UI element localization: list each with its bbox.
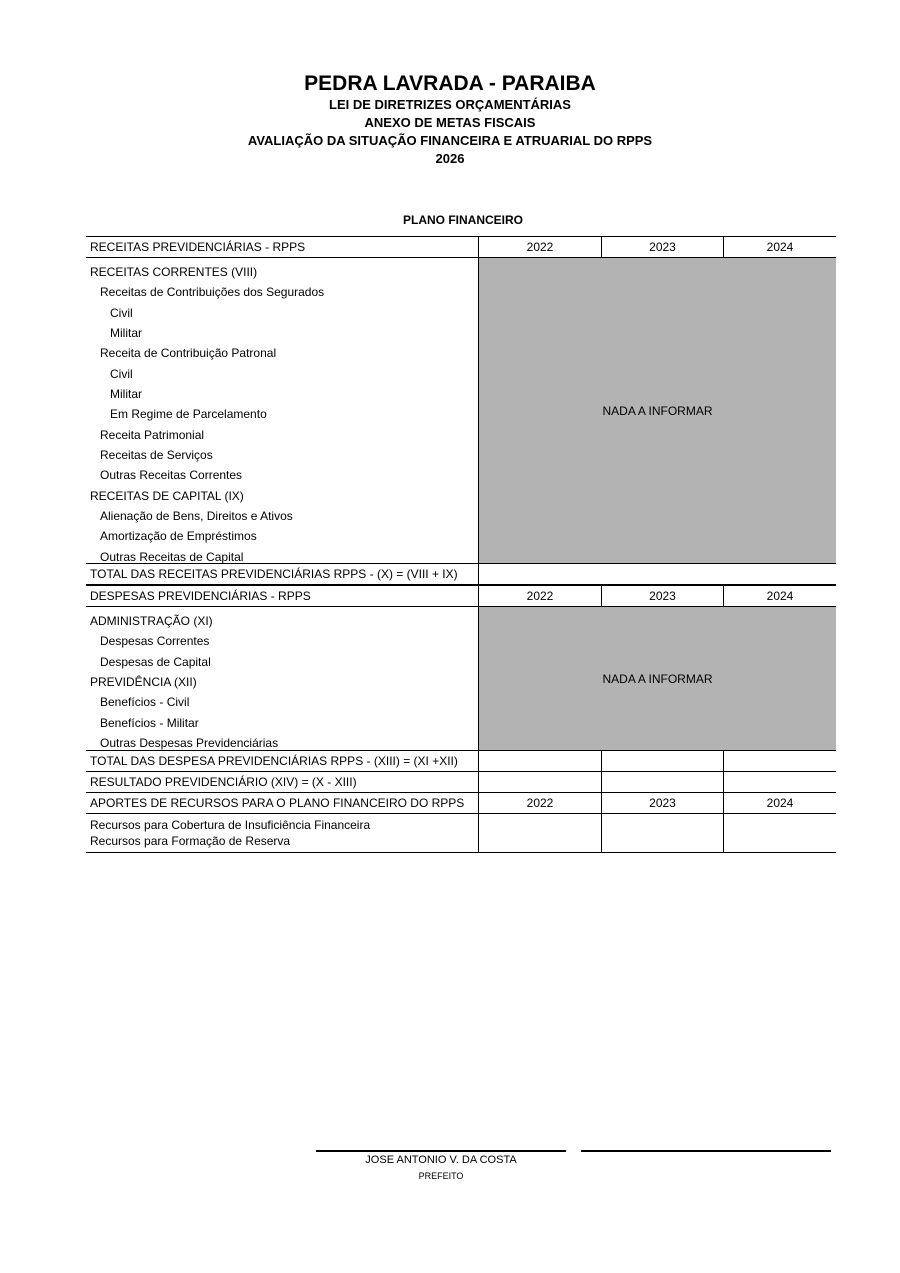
despesa-row: Despesas de Capital	[100, 654, 211, 669]
receita-row: Amortização de Empréstimos	[100, 529, 257, 544]
despesa-row: Despesas Correntes	[100, 634, 210, 649]
receita-row: Receitas de Contribuições dos Segurados	[100, 285, 325, 300]
receita-row: Receita Patrimonial	[100, 427, 205, 442]
despesas-total-label: TOTAL DAS DESPESA PREVIDENCIÁRIAS RPPS - (XIII) = (XI +XII)	[90, 754, 458, 768]
plano-financeiro-table	[86, 236, 836, 853]
despesas-header: DESPESAS PREVIDENCIÁRIAS - RPPS	[90, 589, 311, 603]
despesa-row: ADMINISTRAÇÃO (XI)	[90, 614, 213, 628]
year-col-2: 2023	[601, 793, 723, 813]
section-title: PLANO FINANCEIRO	[403, 213, 523, 227]
aportes-header-row	[86, 792, 836, 813]
receitas-header: RECEITAS PREVIDENCIÁRIAS - RPPS	[90, 240, 306, 254]
aportes-line-1: Recursos para Cobertura de Insuficiência Financeira	[90, 818, 371, 832]
resultado-row	[86, 771, 836, 792]
aportes-header: APORTES DE RECURSOS PARA O PLANO FINANCEIRO DO RPPS	[90, 796, 465, 810]
year-col-3: 2024	[723, 237, 836, 257]
receita-row: Alienação de Bens, Direitos e Ativos	[100, 508, 293, 523]
receitas-total-row	[86, 563, 836, 584]
subject-title: AVALIAÇÃO DA SITUAÇÃO FINANCEIRA E ATRUARIAL DO RPPS	[247, 133, 653, 148]
signature-line-second	[581, 1150, 831, 1152]
receita-row: RECEITAS CORRENTES (VIII)	[90, 265, 258, 279]
year-col-2: 2023	[601, 586, 723, 606]
receitas-total-label: TOTAL DAS RECEITAS PREVIDENCIÁRIAS RPPS - (X) = (VIII + IX)	[90, 567, 458, 581]
receita-row: Civil	[110, 305, 133, 320]
aportes-line-2: Recursos para Formação de Reserva	[90, 834, 291, 848]
despesas-header-row	[86, 584, 836, 606]
signature-name: JOSE ANTONIO V. DA COSTA	[365, 1154, 517, 1166]
receita-row: Outras Receitas de Capital	[100, 549, 244, 564]
signature-role: PREFEITO	[418, 1171, 464, 1181]
despesa-row: PREVIDÊNCIA (XII)	[90, 674, 197, 689]
resultado-label: RESULTADO PREVIDENCIÁRIO (XIV) = (X - XIII)	[90, 775, 357, 789]
year-col-1: 2022	[478, 793, 601, 813]
annex-title: ANEXO DE METAS FISCAIS	[364, 115, 536, 130]
year-col-1: 2022	[478, 237, 601, 257]
year-col-1: 2022	[478, 586, 601, 606]
receita-row: RECEITAS DE CAPITAL (IX)	[90, 488, 244, 503]
aportes-rows	[86, 813, 836, 853]
despesas-total-row	[86, 750, 836, 771]
despesa-row: Outras Despesas Previdenciárias	[100, 735, 279, 750]
despesas-placeholder: NADA A INFORMAR	[478, 607, 836, 750]
receita-row: Em Regime de Parcelamento	[110, 407, 267, 422]
despesa-row: Benefícios - Civil	[100, 695, 190, 710]
year-col-2: 2023	[601, 237, 723, 257]
year-col-3: 2024	[723, 586, 836, 606]
receita-row: Civil	[110, 366, 133, 381]
receitas-header-row	[86, 236, 836, 257]
despesa-row: Benefícios - Militar	[100, 715, 199, 730]
despesas-block	[86, 606, 836, 750]
receita-row: Receita de Contribuição Patronal	[100, 346, 277, 361]
signature-line-mayor	[316, 1150, 566, 1152]
city-title: PEDRA LAVRADA - PARAIBA	[304, 72, 596, 95]
receita-row: Militar	[110, 386, 142, 401]
receita-row: Outras Receitas Correntes	[100, 468, 243, 483]
receita-row: Receitas de Serviços	[100, 447, 213, 462]
receita-row: Militar	[110, 325, 142, 340]
year-col-3: 2024	[723, 793, 836, 813]
receitas-placeholder: NADA A INFORMAR	[478, 258, 836, 563]
receitas-block	[86, 257, 836, 563]
year-title: 2026	[435, 151, 465, 166]
law-title: LEI DE DIRETRIZES ORÇAMENTÁRIAS	[329, 97, 571, 112]
